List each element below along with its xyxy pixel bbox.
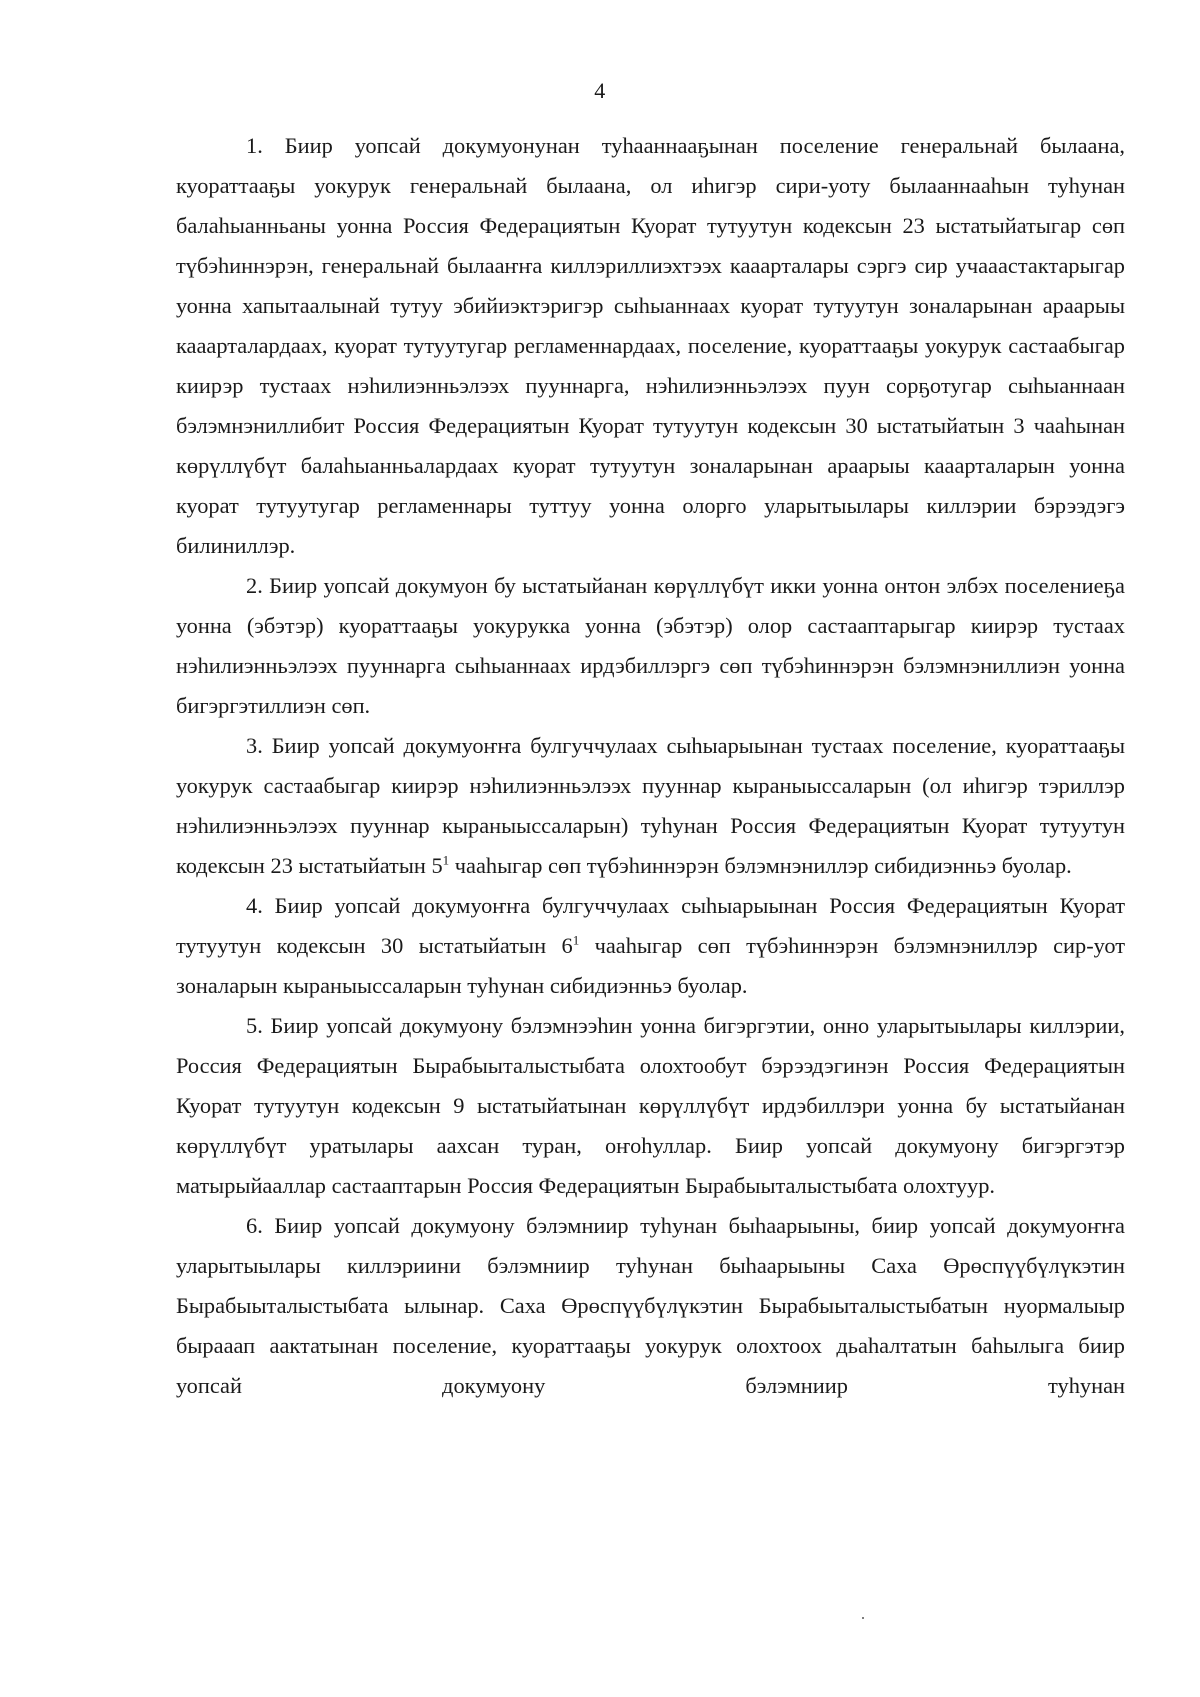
paragraph-5: 5. Биир уопсай докумуону бэлэмнээhин уонна бигэргэтии, онно уларытыылары киллэрии, Россия Федерациятын Бырабыыталыстыбата олохтообут бэрээдэгинэн Россия Федерациятын Куорат тутуутун кодексын 9 ыстатыйатынан көрүллүбүт ирдэбиллэри уонна бу ыстатыйанан көрүллүбүт уратылары аахсан туран, оҥоhуллар. Биир уопсай докумуону бигэргэтэр матырыйааллар састааптарын Россия Федерациятын Бырабыыталыстыбата олохтуур. [176, 1013, 1125, 1198]
scan-speck [862, 1617, 864, 1619]
paragraph-3-text-b: чааhыгар сөп түбэhиннэрэн бэлэмнэниллэр сибидиэнньэ буолар. [449, 853, 1072, 878]
paragraph-4-text-a: 4. Биир уопсай докумуоҥҥа булгуччулаах сыhыарыынан Россия Федерациятын Куорат тутуутун кодексын 30 ыстатыйатын 6 [176, 893, 1125, 958]
document-body [176, 126, 1125, 1406]
paragraph-4 [176, 886, 1125, 1006]
paragraph-6: 6. Биир уопсай докумуону бэлэмниир туhунан быhаарыыны, биир уопсай докумуоҥҥа уларытыылары киллэриини бэлэмниир туhунан быhаарыыны Саха Өрөспүүбүлүкэтин Бырабыыталыстыбата ылынар. Саха Өрөспүүбүлүкэтин Бырабыыталыстыбатын нуормалыыр бырааап аактатынан поселение, куораттааҕы уокурук олохтоох дьаhалтатын баhылыгa биир уопсай докумуону бэлэмниир туhунан [176, 1213, 1125, 1398]
paragraph-4-text-b: чааhыгар сөп түбэhиннэрэн бэлэмнэниллэр сир-уот зоналарын кыраныыссаларын туhунан сибидиэнньэ буолар. [176, 933, 1125, 998]
paragraph-3-superscript: 1 [442, 852, 450, 868]
paragraph-2: 2. Биир уопсай докумуон бу ыстатыйанан көрүллүбүт икки уонна онтон элбэх поселениеҕа уонна (эбэтэр) куораттааҕы уокурукка уонна (эбэтэр) олор састааптарыгар киирэр тустаах нэhилиэнньэлээх пууннарга сыhыаннаах ирдэбиллэргэ сөп түбэhиннэрэн бэлэмнэниллиэн уонна бигэргэтиллиэн сөп. [176, 573, 1125, 718]
paragraph-4-superscript: 1 [572, 932, 580, 948]
paragraph-3-text-a: 3. Биир уопсай докумуоҥҥа булгуччулаах сыhыарыынан тустаах поселение, куораттааҕы уокурук састаабыгар киирэр нэhилиэнньэлээх пууннар кыраныыссаларын (ол иhигэр тэриллэр нэhилиэнньэлээх пууннар кыраныыссаларын) туhунан Россия Федерациятын Куорат тутуутун кодексын 23 ыстатыйатын 5 [176, 733, 1125, 878]
paragraph-1: 1. Биир уопсай докумуонунан туhааннааҕынан поселение генеральнай былаана, куораттааҕы уокурук генеральнай былаана, ол иhигэр сири-уоту былааннааhын туhунан балаhыанньаны уонна Россия Федерациятын Куорат тутуутун кодексын 23 ыстатыйатыгар сөп түбэhиннэрэн, генеральнай былааҥҥа киллэриллиэхтээх кааарталары сэргэ сир учааастактарыгар уонна хапытаалынай тутуу эбийиэктэригэр сыhыаннаах куорат тутуутун зоналарынан араарыы кааарталардаах, куорат тутуутугар регламеннардаах, поселение, куораттааҕы уокурук састаабыгар киирэр тустаах нэhилиэнньэлээх пууннарга, нэhилиэнньэлээх пуун сорҕотугар сыhыаннаан бэлэмнэниллибит Россия Федерациятын Куорат тутуутун кодексын 30 ыстатыйатын 3 чааhынан көрүллүбүт балаhыанньалардаах куорат тутуутун зоналарынан араарыы кааарталарын уонна куорат тутуутугар регламеннары туттуу уонна олорго уларытыылары киллэрии бэрээдэгэ билиниллэр. [176, 133, 1125, 558]
page-number: 4 [594, 78, 606, 103]
paragraph-3 [176, 726, 1125, 886]
